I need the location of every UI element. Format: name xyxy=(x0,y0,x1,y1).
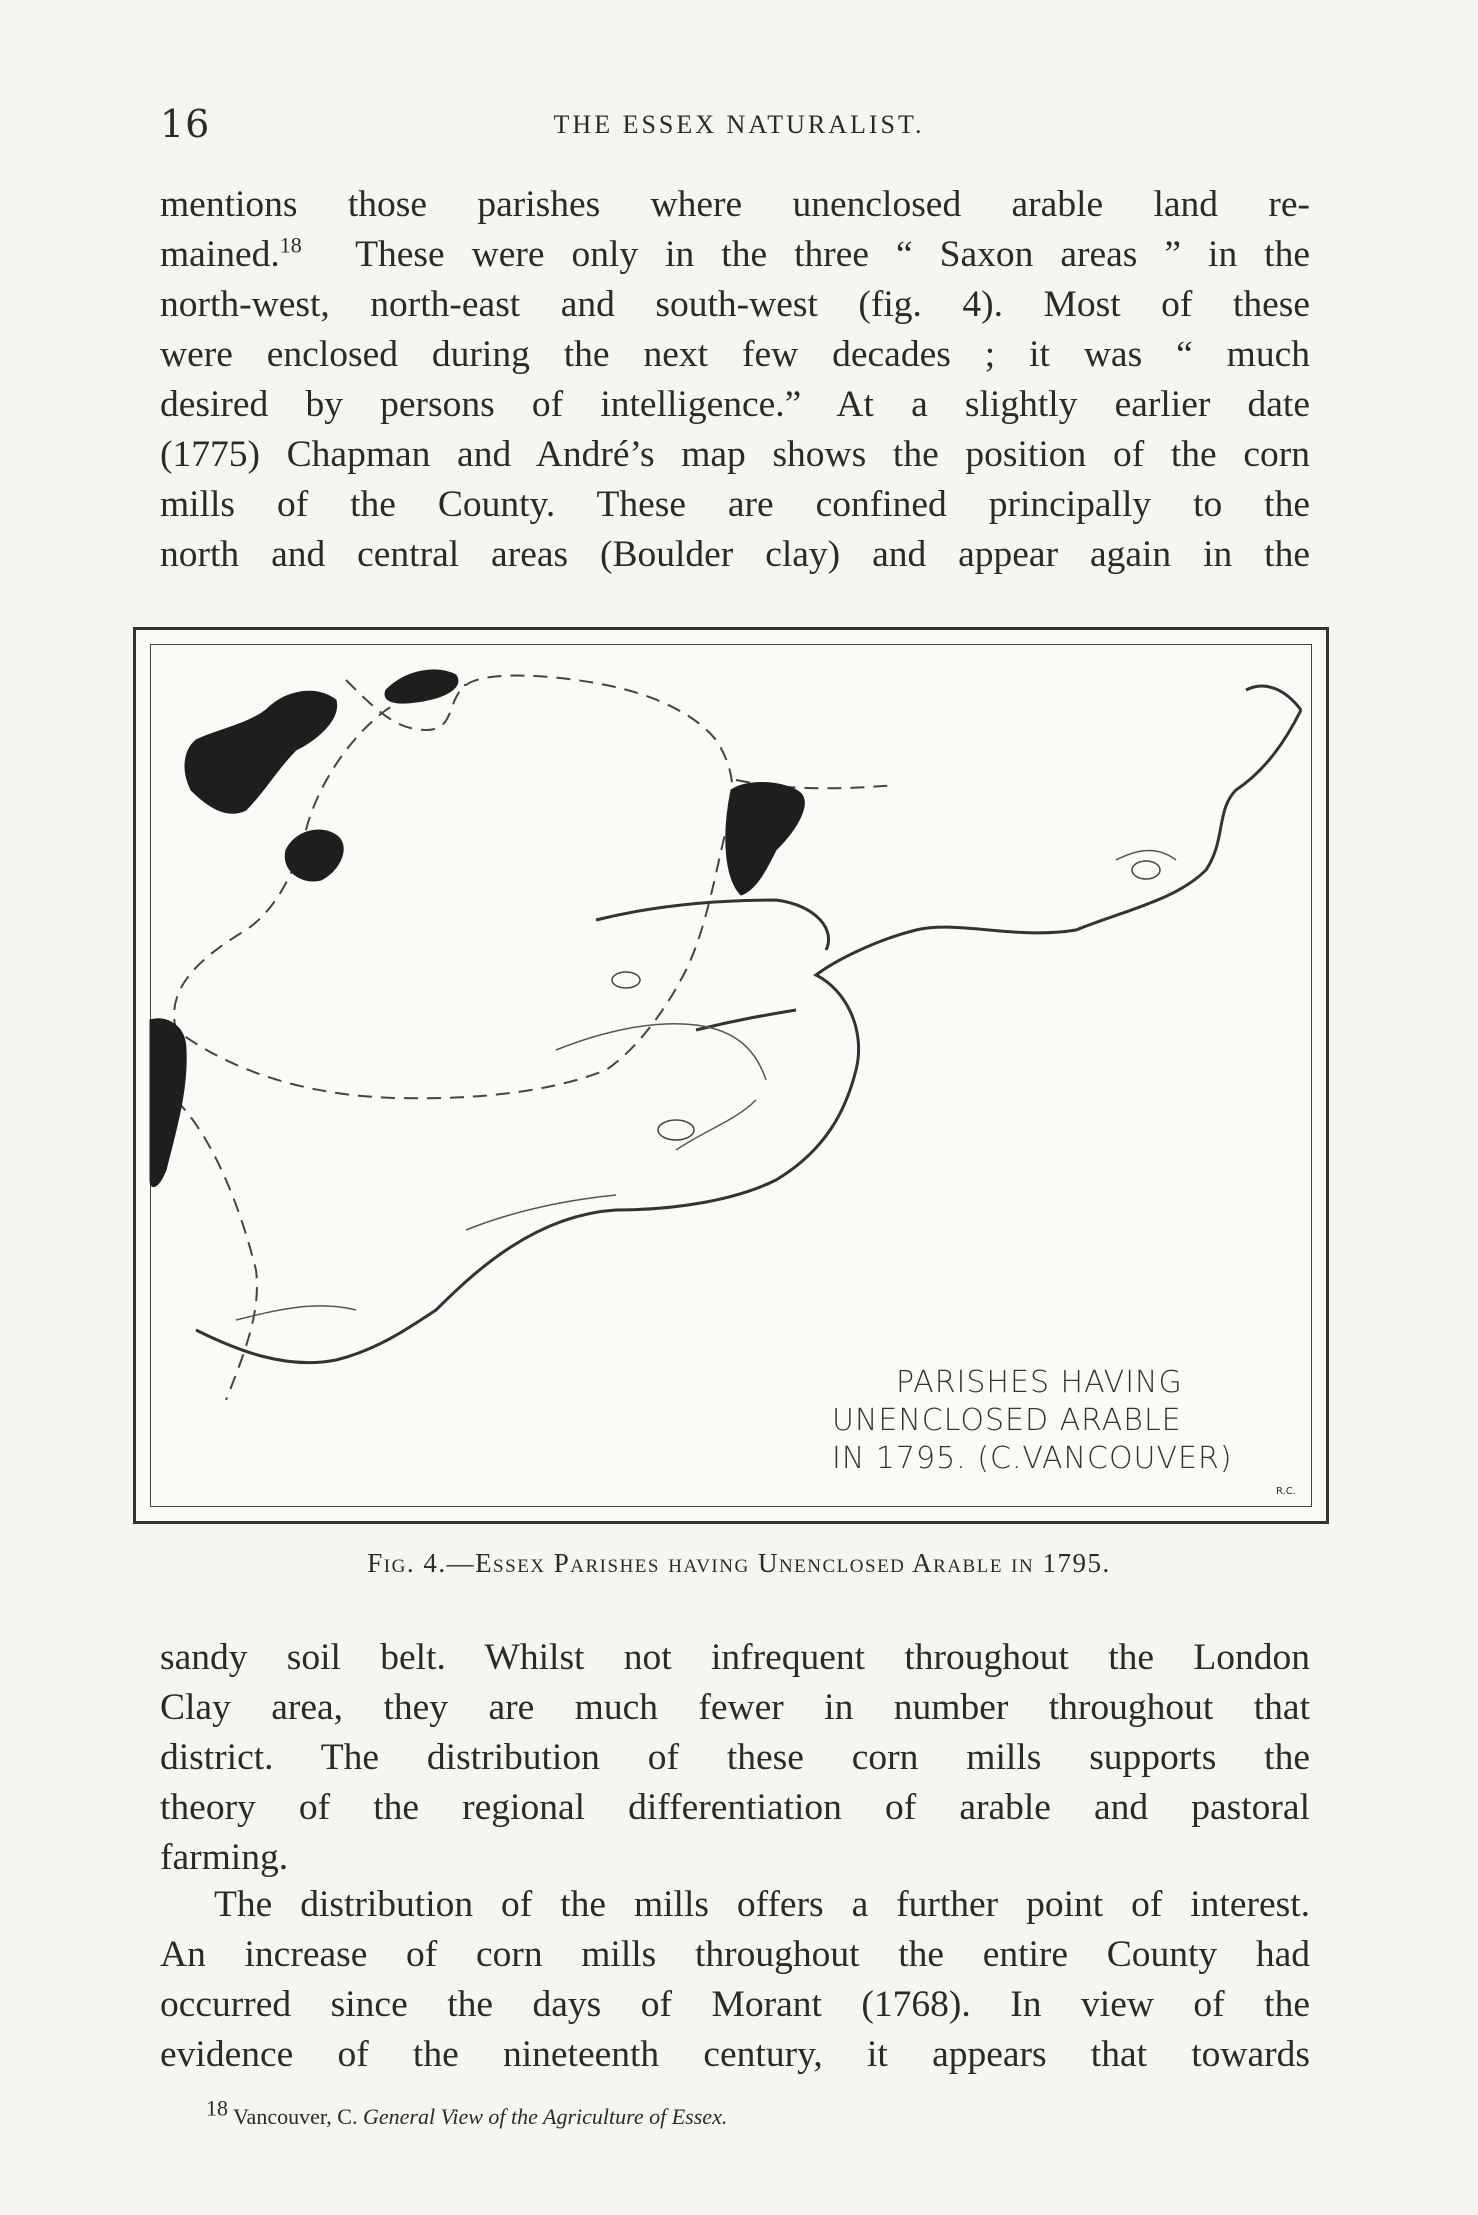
text-line: desired by persons of intelligence.” At a slightly earlier date xyxy=(160,384,1310,425)
text-line: mained.$^{18}$ These were only in the three “ Saxon areas ” in the xyxy=(160,232,1310,275)
text-line: mills of the County. These are confined principally to the xyxy=(160,484,1310,525)
parish-shape-ne xyxy=(726,783,804,896)
text-line: (1775) Chapman and André’s map shows the position of the corn xyxy=(160,434,1310,475)
text-line: evidence of the nineteenth century, it appears that towards xyxy=(160,2034,1310,2075)
text-line: theory of the regional differentiation of arable and pastoral xyxy=(160,1787,1310,1828)
text-line: An increase of corn mills throughout the entire County had xyxy=(160,1934,1310,1975)
text-line: district. The distribution of these corn mills supports the xyxy=(160,1737,1310,1778)
footnote xyxy=(206,2095,728,2130)
region-boundary-dashed xyxy=(174,676,896,1400)
page-number: 16 xyxy=(160,102,211,146)
text-line: north and central areas (Boulder clay) and appear again in the xyxy=(160,534,1310,575)
running-title: THE ESSEX NATURALIST. xyxy=(553,110,925,139)
legend-line: UNENCLOSED ARABLE xyxy=(832,1403,1182,1438)
text-line: farming. xyxy=(160,1837,289,1878)
legend-line: PARISHES HAVING xyxy=(896,1365,1183,1400)
text-line: sandy soil belt. Whilst not infrequent throughout the London xyxy=(160,1637,1310,1678)
footnote-title: General View of the Agriculture of Essex. xyxy=(362,2104,728,2129)
bottom-paragraph-1 xyxy=(160,1633,1310,1883)
top-paragraph xyxy=(160,180,1310,580)
footnote-ref: 18 xyxy=(279,232,302,258)
footnote-number: 18 xyxy=(206,2095,228,2121)
legend-line: IN 1795. (C.VANCOUVER) xyxy=(832,1441,1233,1476)
estuary-channels xyxy=(236,851,1176,1320)
footnote-author: Vancouver, C. xyxy=(233,2104,358,2129)
parish-shape-nw-1 xyxy=(185,691,337,813)
bottom-paragraph-2 xyxy=(160,1880,1310,2080)
text-line: occurred since the days of Morant (1768). In view of the xyxy=(160,1984,1310,2025)
artist-initials: R.C. xyxy=(1276,1486,1296,1497)
shaded-parishes xyxy=(150,670,804,1187)
figure-caption: Fig. 4.—Essex Parishes having Unenclosed Arable in 1795. xyxy=(367,1548,1111,1578)
parish-shape-central xyxy=(285,830,343,881)
parish-shape-nw-2 xyxy=(385,670,458,703)
text-line: mentions those parishes where unenclosed arable land re- xyxy=(160,184,1310,225)
text-line: The distribution of the mills offers a further point of interest. xyxy=(214,1884,1310,1925)
text-line: north-west, north-east and south-west (fig. 4). Most of these xyxy=(160,284,1310,325)
map-legend xyxy=(832,1364,1233,1478)
text-line: were enclosed during the next few decades ; it was “ much xyxy=(160,334,1310,375)
text-line: Clay area, they are much fewer in number throughout that xyxy=(160,1687,1310,1728)
parish-shape-sw xyxy=(150,1019,186,1187)
